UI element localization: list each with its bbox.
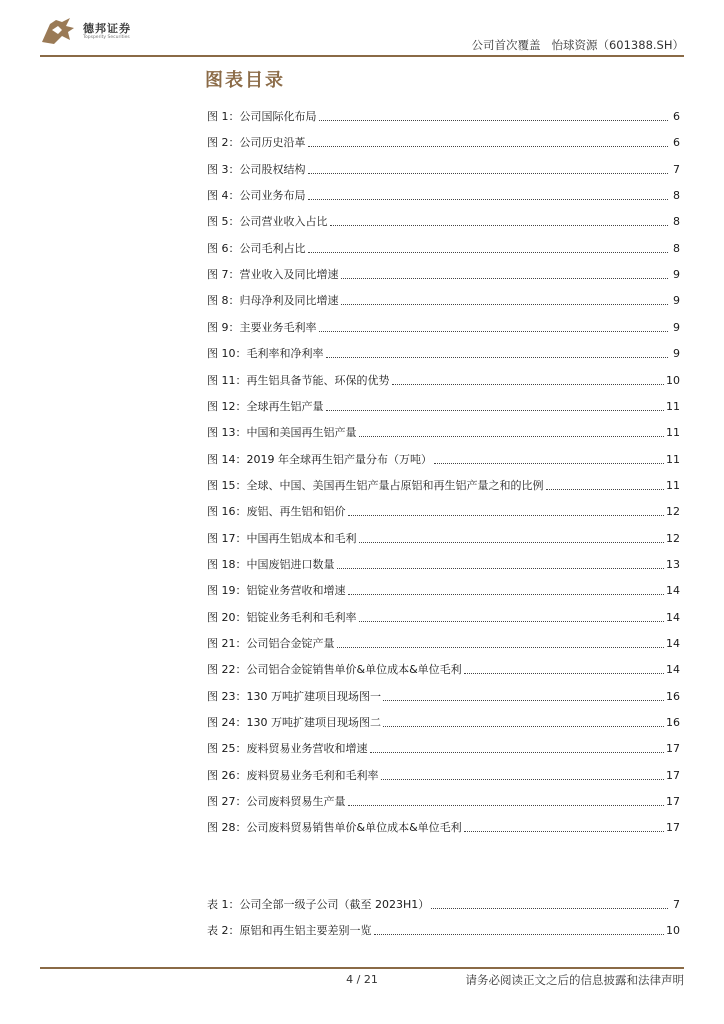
toc-entry[interactable] bbox=[207, 922, 680, 938]
toc-entry-label: 图 19：铝锭业务营收和增速 bbox=[207, 584, 346, 598]
toc-entry-label: 图 1：公司国际化布局 bbox=[207, 110, 317, 123]
toc-entry[interactable] bbox=[207, 635, 680, 651]
toc-entry-label: 图 11：再生铝具备节能、环保的优势 bbox=[207, 373, 390, 387]
toc-entry-page: 11 bbox=[666, 478, 680, 492]
toc-entry[interactable] bbox=[207, 582, 680, 598]
toc-entry-page: 17 bbox=[666, 768, 680, 782]
toc-entry-label: 图 3：公司股权结构 bbox=[207, 162, 306, 176]
toc-entry-page: 16 bbox=[666, 689, 680, 703]
toc-entry[interactable] bbox=[207, 424, 680, 440]
toc-leader-dots bbox=[370, 752, 665, 753]
toc-entry-page: 9 bbox=[673, 294, 680, 308]
toc-entry-label: 表 1：公司全部一级子公司（截至 2023H1） bbox=[207, 898, 430, 911]
toc-entry-page: 9 bbox=[673, 347, 680, 361]
toc-entry[interactable] bbox=[207, 896, 680, 912]
header-report-info bbox=[472, 37, 684, 53]
toc-entry-page: 9 bbox=[673, 268, 680, 282]
report-tag: 公司首次覆盖 bbox=[471, 38, 541, 52]
toc-entry-label: 图 20：铝锭业务毛利和毛利率 bbox=[207, 610, 357, 624]
toc-entry[interactable] bbox=[207, 819, 680, 835]
toc-entry[interactable] bbox=[207, 714, 680, 730]
toc-entry[interactable] bbox=[207, 134, 680, 150]
toc-entry-label: 图 26：废料贸易业务毛利和毛利率 bbox=[207, 768, 379, 782]
toc-entry-page: 14 bbox=[666, 584, 680, 598]
toc-entry-page: 16 bbox=[666, 716, 680, 730]
toc-entry[interactable] bbox=[207, 793, 680, 809]
toc-entry[interactable] bbox=[207, 530, 680, 546]
toc-leader-dots bbox=[308, 146, 669, 147]
toc-leader-dots bbox=[348, 594, 665, 595]
toc-leader-dots bbox=[308, 173, 669, 174]
toc-entry-label: 图 6：公司毛利占比 bbox=[207, 241, 306, 255]
toc-entry[interactable] bbox=[207, 767, 680, 783]
toc-entry-page: 10 bbox=[666, 373, 680, 387]
toc-entry-label: 表 2：原铝和再生铝主要差别一览 bbox=[207, 924, 372, 937]
toc-entry-label: 图 13：中国和美国再生铝产量 bbox=[207, 426, 357, 440]
toc-leader-dots bbox=[359, 621, 665, 622]
toc-leader-dots bbox=[359, 436, 665, 437]
toc-entry[interactable] bbox=[207, 108, 680, 124]
toc-entry[interactable] bbox=[207, 319, 680, 335]
toc-leader-dots bbox=[464, 673, 664, 674]
toc-entry-page: 17 bbox=[666, 795, 680, 809]
toc-leader-dots bbox=[341, 278, 669, 279]
toc-entry-label: 图 9：主要业务毛利率 bbox=[207, 320, 317, 334]
toc-entry[interactable] bbox=[207, 161, 680, 177]
toc-leader-dots bbox=[308, 199, 669, 200]
toc-entry-label: 图 12：全球再生铝产量 bbox=[207, 399, 324, 413]
toc-leader-dots bbox=[381, 779, 665, 780]
toc-entry-page: 14 bbox=[666, 637, 680, 650]
toc-entry-label: 图 15：全球、中国、美国再生铝产量占原铝和再生铝产量之和的比例 bbox=[207, 478, 544, 492]
toc-leader-dots bbox=[546, 489, 665, 490]
toc-entry-page: 17 bbox=[666, 742, 680, 756]
toc-entry-page: 9 bbox=[673, 320, 680, 334]
toc-entry-page: 7 bbox=[673, 162, 680, 176]
toc-leader-dots bbox=[330, 225, 669, 226]
toc-entry[interactable] bbox=[207, 477, 680, 493]
toc-entry[interactable] bbox=[207, 503, 680, 519]
toc-leader-dots bbox=[464, 831, 664, 832]
toc-leader-dots bbox=[341, 304, 669, 305]
toc-leader-dots bbox=[383, 700, 664, 701]
toc-leader-dots bbox=[348, 805, 665, 806]
toc-entry-page: 8 bbox=[673, 241, 680, 255]
toc-entry-page: 11 bbox=[666, 399, 680, 413]
toc-entry-page: 12 bbox=[666, 531, 680, 545]
toc-entry-label: 图 14：2019 年全球再生铝产量分布（万吨） bbox=[207, 452, 432, 466]
toc-entry-label: 图 22：公司铝合金锭销售单价&单位成本&单位毛利 bbox=[207, 663, 462, 677]
toc-entry-page: 13 bbox=[666, 557, 680, 571]
toc-entry[interactable] bbox=[207, 556, 680, 572]
brand-name-en: Topsperity Securities bbox=[83, 35, 130, 40]
footer-divider bbox=[40, 967, 684, 969]
toc-leader-dots bbox=[434, 463, 664, 464]
toc-entry-label: 图 23：130 万吨扩建项目现场图一 bbox=[207, 689, 381, 703]
toc-entry[interactable] bbox=[207, 345, 680, 361]
toc-entry-label: 图 16：废铝、再生铝和铝价 bbox=[207, 505, 346, 519]
toc-leader-dots bbox=[308, 252, 669, 253]
toc-entry-page: 17 bbox=[666, 821, 680, 835]
toc-entry-page: 11 bbox=[666, 452, 680, 466]
toc-entry[interactable] bbox=[207, 213, 680, 229]
toc-entry-page: 14 bbox=[666, 663, 680, 677]
toc-leader-dots bbox=[431, 908, 668, 909]
toc-entry-label: 图 18：中国废铝进口数量 bbox=[207, 557, 335, 571]
toc-entry-label: 图 27：公司废料贸易生产量 bbox=[207, 795, 346, 809]
page-number: 4 / 21 bbox=[346, 973, 378, 986]
toc-entry-label: 图 2：公司历史沿革 bbox=[207, 136, 306, 150]
toc-entry[interactable] bbox=[207, 740, 680, 756]
toc-entry[interactable] bbox=[207, 451, 680, 467]
toc-leader-dots bbox=[374, 934, 665, 935]
toc-entry[interactable] bbox=[207, 398, 680, 414]
toc-entry[interactable] bbox=[207, 372, 680, 388]
toc-entry-label: 图 5：公司营业收入占比 bbox=[207, 215, 328, 229]
page-header bbox=[0, 0, 724, 58]
toc-entry-label: 图 17：中国再生铝成本和毛利 bbox=[207, 531, 357, 545]
toc-leader-dots bbox=[337, 647, 665, 648]
toc-entry-page: 14 bbox=[666, 610, 680, 624]
company-logo bbox=[40, 16, 80, 46]
toc-entry-label: 图 7：营业收入及同比增速 bbox=[207, 268, 339, 282]
toc-entry[interactable] bbox=[207, 240, 680, 256]
toc-entry-page: 6 bbox=[673, 110, 680, 123]
toc-leader-dots bbox=[392, 384, 665, 385]
toc-entry-page: 7 bbox=[673, 898, 680, 911]
toc-entry[interactable] bbox=[207, 609, 680, 625]
toc-leader-dots bbox=[337, 568, 665, 569]
toc-leader-dots bbox=[326, 357, 669, 358]
toc-entry-label: 图 21：公司铝合金锭产量 bbox=[207, 637, 335, 650]
disclaimer-note: 请务必阅读正文之后的信息披露和法律声明 bbox=[465, 973, 684, 987]
toc-entry-page: 8 bbox=[673, 189, 680, 203]
toc-entry-page: 12 bbox=[666, 505, 680, 519]
toc-entry-page: 8 bbox=[673, 215, 680, 229]
toc-entry-page: 6 bbox=[673, 136, 680, 150]
toc-entry-label: 图 28：公司废料贸易销售单价&单位成本&单位毛利 bbox=[207, 821, 462, 835]
toc-entry-label: 图 24：130 万吨扩建项目现场图二 bbox=[207, 716, 381, 730]
toc-entry[interactable] bbox=[207, 688, 680, 704]
toc-entry-page: 10 bbox=[666, 924, 680, 937]
toc-entry[interactable] bbox=[207, 292, 680, 308]
header-divider bbox=[40, 55, 684, 57]
toc-leader-dots bbox=[326, 410, 665, 411]
toc-entry-label: 图 10：毛利率和净利率 bbox=[207, 347, 324, 361]
toc-entry-page: 11 bbox=[666, 426, 680, 440]
toc-entry-label: 图 4：公司业务布局 bbox=[207, 189, 306, 203]
toc-leader-dots bbox=[319, 120, 669, 121]
toc-leader-dots bbox=[319, 331, 669, 332]
toc-leader-dots bbox=[348, 515, 665, 516]
toc-entry[interactable] bbox=[207, 266, 680, 282]
toc-leader-dots bbox=[383, 726, 664, 727]
company-name: 怡球资源（601388.SH） bbox=[551, 38, 684, 52]
page-title: 图表目录 bbox=[205, 70, 285, 91]
toc-entry[interactable] bbox=[207, 187, 680, 203]
toc-entry-label: 图 8：归母净利及同比增速 bbox=[207, 294, 339, 308]
toc-entry[interactable] bbox=[207, 661, 680, 677]
toc-entry-label: 图 25：废料贸易业务营收和增速 bbox=[207, 742, 368, 756]
toc-leader-dots bbox=[359, 542, 665, 543]
brand-name: 德邦证券 bbox=[83, 22, 131, 35]
